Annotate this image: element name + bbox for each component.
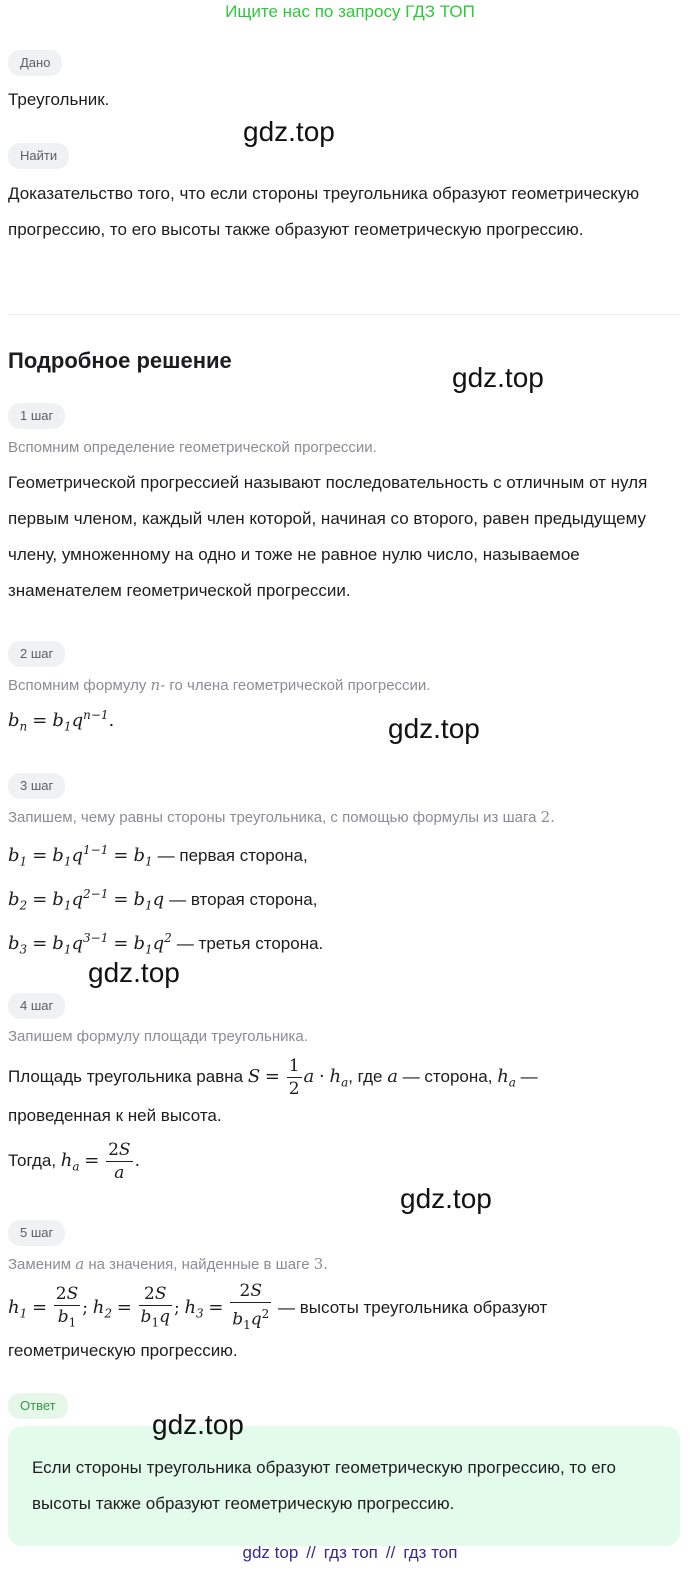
- step-2-hint: Вспомним формулу n- го члена геометрической прогрессии.: [8, 676, 431, 694]
- step-5-hint: Заменим a на значения, найденные в шаге 3.: [8, 1255, 329, 1273]
- heights-formula: $h_1$ = $\frac{2S}{b_1}$ ; $h_2$ = $\frac{2S}{b_1q}$ ; $h_3$ = $\frac{2S}{b_1q^2}$ — высоты треугольника образуют: [8, 1281, 548, 1333]
- area-formula-line: Площадь треугольника равна S = $\frac{1}{2}$ $a \cdot h_a$, где a — сторона, $h_a$ —: [8, 1056, 538, 1100]
- footer-link-3[interactable]: гдз топ: [403, 1543, 458, 1562]
- find-text: Доказательство того, что если стороны треугольника образуют геометрическую прогрессию, то его высоты также образуют геометрическую прогрессию.: [8, 184, 640, 239]
- side-1-formula: $b_1 = b_1q^{1-1} = b_1$ — первая сторона,: [8, 843, 308, 869]
- step-2-chip: 2 шаг: [8, 641, 65, 667]
- step-1-hint: Вспомним определение геометрической прогрессии.: [8, 439, 377, 456]
- solution-title: Подробное решение: [8, 348, 232, 373]
- top-banner: Ищите нас по запросу ГДЗ ТОП: [225, 2, 475, 21]
- fraction-one-half: $\frac{1}{2}$: [288, 1056, 300, 1100]
- answer-text: Если стороны треугольника образуют геометрическую прогрессию, то его высоты также образуют геометрическую прогрессию.: [32, 1458, 616, 1513]
- footer-link-1[interactable]: gdz top: [242, 1543, 299, 1562]
- given-chip: Дано: [8, 50, 62, 76]
- footer-links: gdz top // гдз топ // гдз топ: [242, 1543, 458, 1562]
- step-4-hint: Запишем формулу площади треугольника.: [8, 1028, 308, 1045]
- watermark: gdz.top: [388, 713, 480, 744]
- watermark: gdz.top: [243, 116, 335, 147]
- area-line-2: проведенная к ней высота.: [8, 1106, 222, 1125]
- given-text: Треугольник.: [8, 90, 110, 109]
- answer-chip: Ответ: [8, 1393, 68, 1419]
- step-5-line-2: геометрическую прогрессию.: [8, 1341, 238, 1360]
- step-3-chip: 3 шаг: [8, 773, 65, 799]
- find-chip: Найти: [8, 143, 69, 169]
- step-1-chip: 1 шаг: [8, 403, 65, 429]
- watermark: gdz.top: [400, 1183, 492, 1214]
- side-2-formula: $b_2 = b_1q^{2-1} = b_1q$ — вторая сторона,: [8, 887, 318, 913]
- step-3-hint: Запишем, чему равны стороны треугольника, с помощью формулы из шага 2.: [8, 808, 555, 826]
- step-4-chip: 4 шаг: [8, 993, 65, 1019]
- nth-term-formula: $b_n = b_1q^{n-1}$.: [8, 708, 115, 734]
- watermark: gdz.top: [88, 957, 180, 988]
- step-1-text: Геометрической прогрессией называют последовательность с отличным от нуля первым членом, каждый член которой, начиная со второго, равен предыдущему члену, умноженному на одно и тоже не равное нулю число, называемое знаменателем геометрической прогрессии.: [8, 473, 648, 600]
- watermark: gdz.top: [152, 1409, 244, 1440]
- step-5-chip: 5 шаг: [8, 1220, 65, 1246]
- footer-link-2[interactable]: гдз топ: [323, 1543, 378, 1562]
- height-formula: Тогда, $h_a$ = $\frac{2S}{a}$ .: [8, 1140, 140, 1184]
- section-divider: [8, 314, 680, 315]
- watermark: gdz.top: [452, 362, 544, 393]
- fraction-2s-over-a: $\frac{2S}{a}$: [108, 1140, 131, 1184]
- side-3-formula: $b_3 = b_1q^{3-1} = b_1q^2$ — третья сторона.: [8, 931, 324, 957]
